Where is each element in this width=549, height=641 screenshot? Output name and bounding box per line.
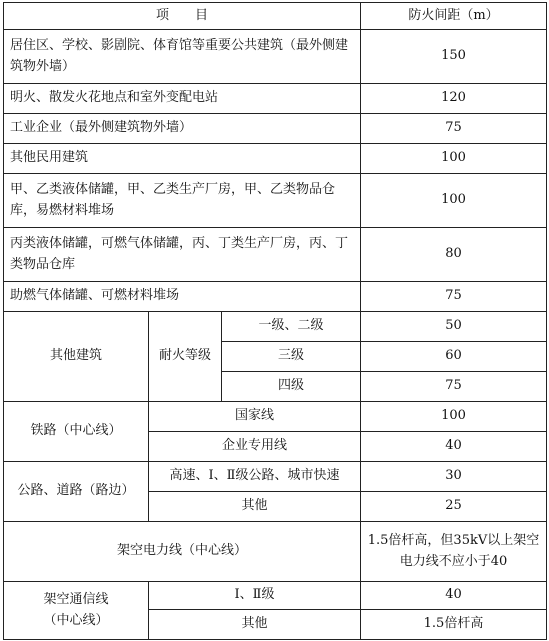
comm-line-grade: 其他 [149, 610, 361, 640]
other-buildings-label: 其他建筑 [4, 312, 149, 402]
table-row [4, 30, 547, 84]
row-value: 150 [361, 30, 547, 84]
fire-rating-level: 一级、二级 [222, 312, 361, 342]
table-row [4, 228, 547, 282]
row-value: 100 [361, 144, 547, 174]
comm-line-label-line2: （中心线） [43, 612, 109, 628]
row-value: 30 [361, 462, 547, 492]
row-item: 其他民用建筑 [4, 144, 361, 174]
comm-line-grade: Ⅰ、Ⅱ级 [149, 582, 361, 610]
fire-rating-level: 三级 [222, 342, 361, 372]
row-item: 甲、乙类液体储罐，甲、乙类生产厂房，甲、乙类物品仓库，易燃材料堆场 [4, 174, 361, 228]
row-value: 120 [361, 84, 547, 114]
row-value: 50 [361, 312, 547, 342]
power-line-label: 架空电力线（中心线） [4, 522, 361, 582]
row-item: 丙类液体储罐，可燃气体储罐，丙、丁类生产厂房，丙、丁类物品仓库 [4, 228, 361, 282]
row-value: 25 [361, 492, 547, 522]
fire-rating-level: 四级 [222, 372, 361, 402]
fire-distance-table [3, 2, 547, 640]
header-item: 项 目 [4, 3, 361, 30]
row-value: 75 [361, 282, 547, 312]
row-value: 80 [361, 228, 547, 282]
row-value: 100 [361, 402, 547, 432]
row-value: 40 [361, 432, 547, 462]
row-value: 60 [361, 342, 547, 372]
row-value: 1.5倍杆高 [361, 610, 547, 640]
table-row [4, 522, 547, 582]
power-line-value: 1.5倍杆高，但35kV以上架空电力线不应小于40 [361, 522, 547, 582]
row-item: 明火、散发火花地点和室外变配电站 [4, 84, 361, 114]
row-value: 75 [361, 372, 547, 402]
railway-type: 企业专用线 [149, 432, 361, 462]
row-value: 100 [361, 174, 547, 228]
row-item: 助燃气体储罐、可燃材料堆场 [4, 282, 361, 312]
comm-line-label-line1: 架空通信线 [43, 592, 109, 608]
table-header-row [4, 3, 547, 30]
header-distance: 防火间距（m） [361, 3, 547, 30]
road-type: 其他 [149, 492, 361, 522]
table-row [4, 402, 547, 432]
fire-rating-label: 耐火等级 [149, 312, 222, 402]
row-value: 40 [361, 582, 547, 610]
table-row [4, 582, 547, 610]
table-row [4, 174, 547, 228]
table-row [4, 84, 547, 114]
table-row [4, 144, 547, 174]
railway-label: 铁路（中心线） [4, 402, 149, 462]
table-row [4, 114, 547, 144]
row-item: 居住区、学校、影剧院、体育馆等重要公共建筑（最外侧建筑物外墙） [4, 30, 361, 84]
table-row [4, 462, 547, 492]
comm-line-label [4, 582, 149, 640]
row-value: 75 [361, 114, 547, 144]
road-type: 高速、Ⅰ、Ⅱ级公路、城市快速 [149, 462, 361, 492]
row-item: 工业企业（最外侧建筑物外墙） [4, 114, 361, 144]
railway-type: 国家线 [149, 402, 361, 432]
table-row [4, 282, 547, 312]
road-label: 公路、道路（路边） [4, 462, 149, 522]
table-row [4, 312, 547, 342]
